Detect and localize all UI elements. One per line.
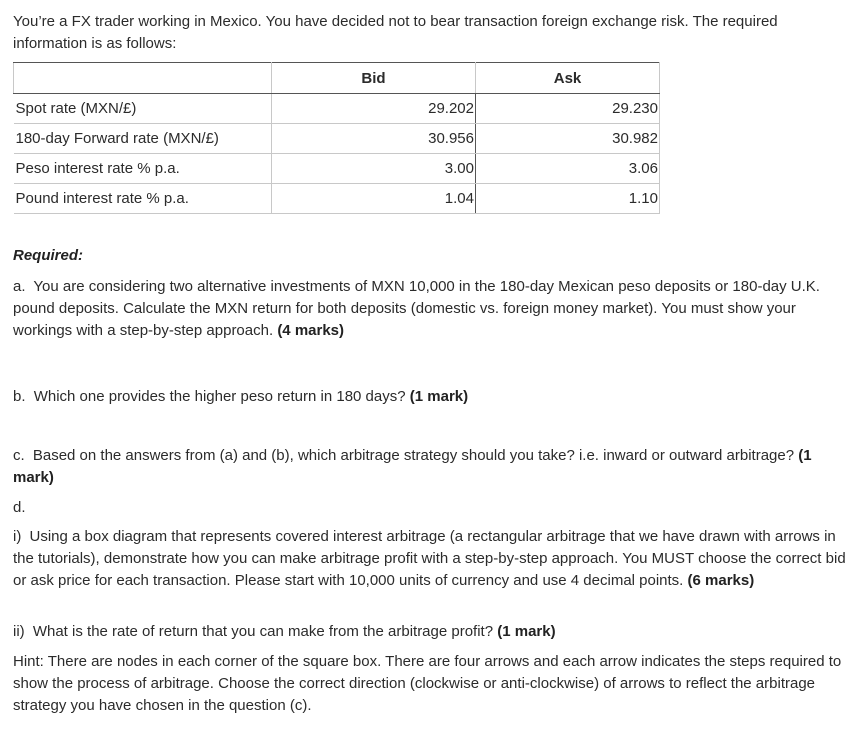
fx-rates-table	[13, 62, 660, 214]
question-c-label: c.	[13, 447, 25, 464]
question-c-text: Based on the answers from (a) and (b), which arbitrage strategy should you take? i.e. inward or outward arbitrage?	[32, 447, 795, 464]
question-a	[13, 276, 853, 342]
table-header-row	[14, 63, 660, 94]
question-d-ii	[13, 621, 853, 643]
table-row	[14, 124, 660, 154]
question-b-text: Which one provides the higher peso return in 180 days?	[33, 388, 406, 405]
required-heading: Required:	[13, 247, 84, 264]
table-header-corner	[14, 63, 272, 94]
question-c-marks: (1 mark)	[13, 447, 812, 486]
cell-pound-bid: 1.04	[272, 184, 476, 214]
question-a-marks: (4 marks)	[277, 322, 345, 339]
question-b	[13, 386, 853, 408]
row-label-peso-interest: Peso interest rate % p.a.	[14, 154, 272, 184]
row-label-pound-interest: Pound interest rate % p.a.	[14, 184, 272, 214]
question-b-marks: (1 mark)	[409, 388, 469, 405]
cell-spot-ask: 29.230	[476, 94, 660, 124]
cell-peso-ask: 3.06	[476, 154, 660, 184]
table-header-ask: Ask	[476, 63, 660, 94]
question-a-text: You are considering two alternative investments of MXN 10,000 in the 180-day Mexican peso deposits or 180-day U.K. pound deposits. Calculate the MXN return for both deposits (domestic vs. foreign money market). You must show your workings with a step-by-step approach.	[13, 278, 820, 339]
question-d-i-label: i)	[13, 528, 22, 545]
question-c	[13, 445, 853, 489]
intro-text: You’re a FX trader working in Mexico. You have decided not to bear transaction foreign exchange risk. The required information is as follows:	[13, 13, 778, 52]
table-row	[14, 94, 660, 124]
table-row	[14, 184, 660, 214]
question-d-ii-label: ii)	[13, 623, 25, 640]
cell-spot-bid: 29.202	[272, 94, 476, 124]
cell-forward-bid: 30.956	[272, 124, 476, 154]
cell-pound-ask: 1.10	[476, 184, 660, 214]
question-d-ii-text: What is the rate of return that you can make from the arbitrage profit?	[32, 623, 494, 640]
question-d-label: d.	[13, 499, 26, 516]
question-b-label: b.	[13, 388, 26, 405]
question-d-i-text: Using a box diagram that represents covered interest arbitrage (a rectangular arbitrage that we have drawn with arrows in the tutorials), demonstrate how you can make arbitrage profit with a step-by-step approach. You MUST choose the correct bid or ask price for each transaction. Please start with 10,000 units of currency and use 4 decimal points.	[13, 528, 846, 589]
question-a-label: a.	[13, 278, 26, 295]
cell-peso-bid: 3.00	[272, 154, 476, 184]
table-header-bid: Bid	[272, 63, 476, 94]
table-row	[14, 154, 660, 184]
question-d-i-marks: (6 marks)	[687, 572, 755, 589]
question-d-ii-marks: (1 mark)	[497, 623, 556, 640]
row-label-forward-rate: 180-day Forward rate (MXN/£)	[14, 124, 272, 154]
row-label-spot-rate: Spot rate (MXN/£)	[14, 94, 272, 124]
hint-text: Hint: There are nodes in each corner of the square box. There are four arrows and each arrow indicates the steps required to show the process of arbitrage. Choose the correct direction (clockwise or anti-clockwise) of arrows to reflect the arbitrage strategy you have chosen in the question (c).	[13, 653, 842, 714]
cell-forward-ask: 30.982	[476, 124, 660, 154]
question-d-i	[13, 526, 853, 592]
